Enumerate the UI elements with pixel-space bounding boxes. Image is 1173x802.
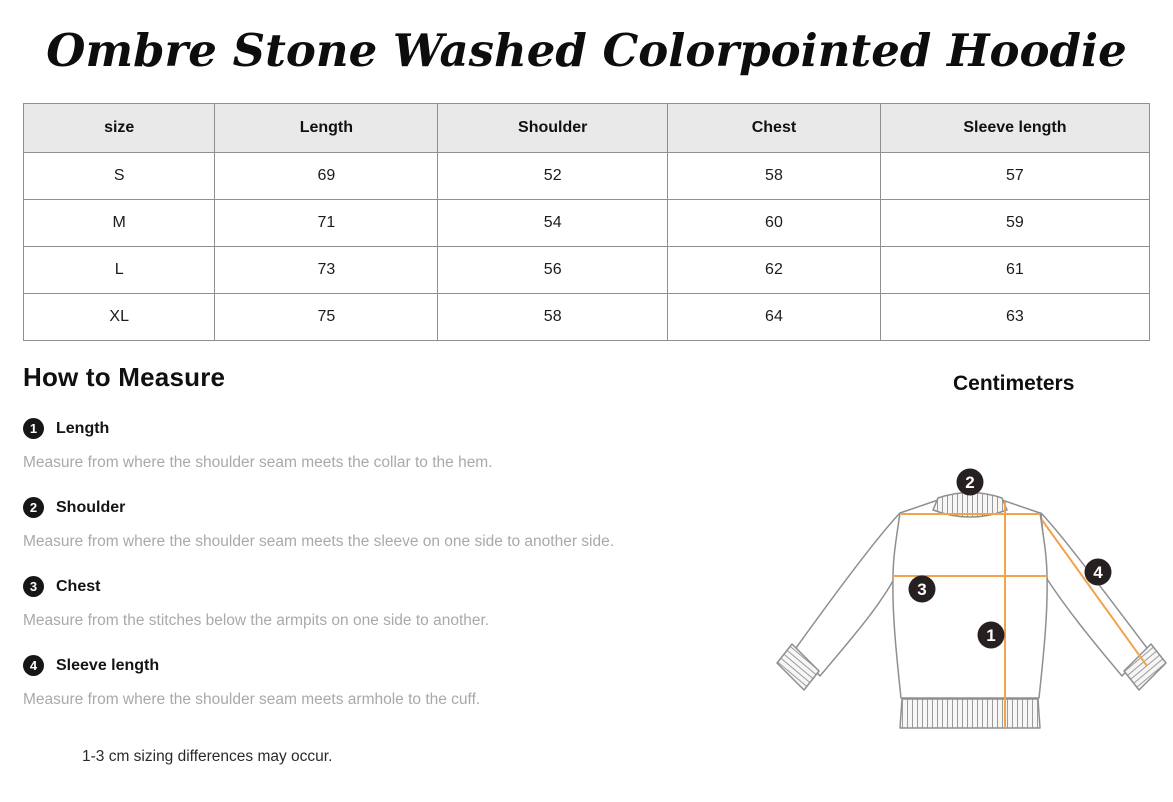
measure-item-description: Measure from the stitches below the armpits on one side to another. (23, 612, 490, 629)
measure-item-label: Chest (56, 577, 101, 595)
badge-1 (978, 622, 1005, 649)
table-row (24, 294, 1150, 341)
badge-4 (1085, 559, 1112, 586)
badge-4-number: 4 (1093, 563, 1103, 582)
sizing-note: 1-3 cm sizing differences may occur. (82, 748, 333, 765)
size-cell: S (24, 153, 215, 200)
unit-label: Centimeters (953, 372, 1075, 395)
measure-item-chest (23, 576, 753, 597)
value-cell: 60 (668, 200, 881, 247)
column-header-shoulder: Shoulder (438, 104, 668, 153)
size-cell: M (24, 200, 215, 247)
value-cell: 62 (668, 247, 881, 294)
measure-item-description: Measure from where the shoulder seam meets the sleeve on one side to another side. (23, 533, 615, 550)
table-row (24, 153, 1150, 200)
column-header-size: size (24, 104, 215, 153)
value-cell: 58 (438, 294, 668, 341)
value-cell: 73 (215, 247, 438, 294)
value-cell: 71 (215, 200, 438, 247)
value-cell: 57 (880, 153, 1149, 200)
measure-item-label: Sleeve length (56, 656, 160, 674)
column-header-length: Length (215, 104, 438, 153)
table-row (24, 200, 1150, 247)
column-header-sleeve-length: Sleeve length (880, 104, 1149, 153)
left-sleeve (796, 513, 900, 676)
value-cell: 61 (880, 247, 1149, 294)
value-cell: 63 (880, 294, 1149, 341)
badge-3-number: 3 (917, 580, 927, 599)
how-to-measure-section (23, 362, 753, 709)
sweater-diagram (770, 450, 1173, 750)
value-cell: 64 (668, 294, 881, 341)
badge-2 (957, 469, 984, 496)
step-4-badge: 4 (23, 655, 44, 676)
size-cell: XL (24, 294, 215, 341)
page-title: Ombre Stone Washed Colorpointed Hoodie (46, 24, 1127, 77)
table-row (24, 247, 1150, 294)
table-header-row (24, 104, 1150, 153)
column-header-chest: Chest (668, 104, 881, 153)
step-1-badge: 1 (23, 418, 44, 439)
badge-3 (909, 576, 936, 603)
value-cell: 75 (215, 294, 438, 341)
value-cell: 56 (438, 247, 668, 294)
value-cell: 59 (880, 200, 1149, 247)
measure-item-label: Shoulder (56, 498, 126, 516)
step-2-badge: 2 (23, 497, 44, 518)
measure-item-sleeve-length (23, 655, 753, 676)
badge-2-number: 2 (965, 473, 975, 492)
measure-item-shoulder (23, 497, 753, 518)
size-table (23, 103, 1150, 341)
measure-item-label: Length (56, 419, 110, 437)
right-sleeve (1041, 513, 1147, 676)
measure-item-length (23, 418, 753, 439)
size-cell: L (24, 247, 215, 294)
value-cell: 58 (668, 153, 881, 200)
hem-band (900, 699, 1040, 728)
how-to-measure-heading: How to Measure (23, 362, 226, 392)
step-3-badge: 3 (23, 576, 44, 597)
value-cell: 69 (215, 153, 438, 200)
measure-item-description: Measure from where the shoulder seam meets the collar to the hem. (23, 454, 493, 471)
value-cell: 52 (438, 153, 668, 200)
badge-1-number: 1 (986, 626, 996, 645)
measure-item-description: Measure from where the shoulder seam meets armhole to the cuff. (23, 691, 481, 708)
value-cell: 54 (438, 200, 668, 247)
